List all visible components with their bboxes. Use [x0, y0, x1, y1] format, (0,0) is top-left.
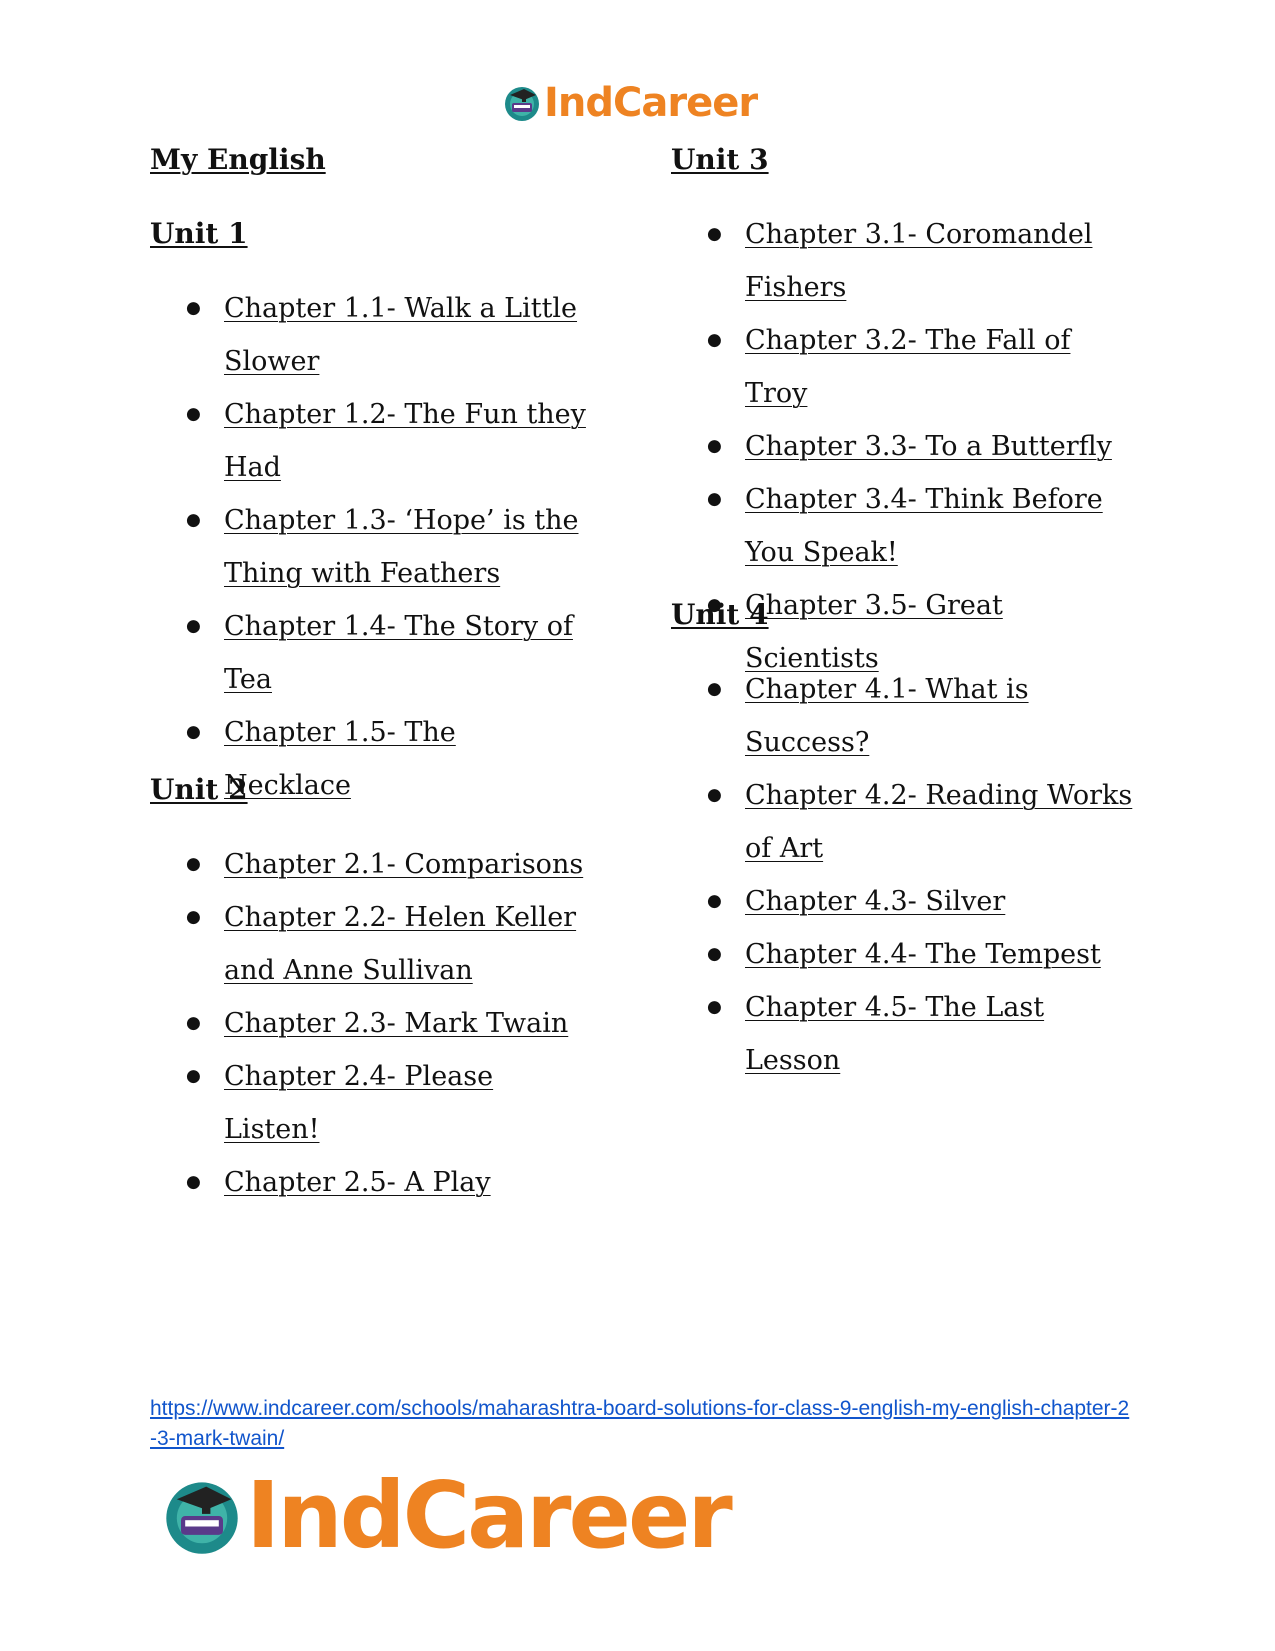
list-item — [671, 420, 1141, 473]
chapter-link[interactable]: Chapter 2.4- Please Listen! — [224, 1061, 494, 1145]
chapter-link[interactable]: Chapter 3.1- Coromandel Fishers — [745, 219, 1093, 303]
globe-graduate-icon — [502, 83, 542, 123]
list-item — [150, 600, 590, 706]
list-item — [150, 388, 590, 494]
chapter-link[interactable]: Chapter 2.5- A Play — [224, 1167, 491, 1198]
list-item — [150, 838, 590, 891]
chapter-link[interactable]: Chapter 3.4- Think Before You Speak! — [745, 484, 1103, 568]
list-item — [671, 663, 1141, 769]
unit-heading: Unit 2 — [150, 773, 248, 806]
list-item — [671, 208, 1141, 314]
unit-heading: Unit 4 — [671, 598, 769, 631]
list-item — [671, 769, 1141, 875]
source-url-link[interactable]: https://www.indcareer.com/schools/maharashtra-board-solutions-for-class-9-english-my-english-chapter-2-3-mark-twain/ — [150, 1397, 1130, 1450]
list-item — [150, 494, 590, 600]
chapter-link[interactable]: Chapter 1.4- The Story of Tea — [224, 611, 573, 695]
unit-1-chapter-list — [150, 282, 590, 812]
chapter-link[interactable]: Chapter 4.4- The Tempest — [745, 939, 1101, 970]
list-item — [671, 981, 1141, 1087]
globe-graduate-icon — [160, 1474, 244, 1558]
list-item — [671, 875, 1141, 928]
page-title: My English — [150, 143, 326, 176]
unit-heading: Unit 3 — [671, 143, 769, 176]
chapter-link[interactable]: Chapter 4.2- Reading Works of Art — [745, 780, 1133, 864]
list-item — [671, 473, 1141, 579]
chapter-link[interactable]: Chapter 2.2- Helen Keller and Anne Sullivan — [224, 902, 577, 986]
chapter-link[interactable]: Chapter 4.5- The Last Lesson — [745, 992, 1045, 1076]
chapter-link[interactable]: Chapter 2.1- Comparisons — [224, 849, 584, 880]
indcareer-logo-top — [502, 80, 757, 126]
unit-heading: Unit 1 — [150, 217, 248, 250]
list-item — [671, 314, 1141, 420]
unit-2-chapter-list — [150, 838, 590, 1209]
chapter-link[interactable]: Chapter 3.2- The Fall of Troy — [745, 325, 1071, 409]
chapter-link[interactable]: Chapter 1.1- Walk a Little Slower — [224, 293, 578, 377]
chapter-link[interactable]: Chapter 1.3- ‘Hope’ is the Thing with Feathers — [224, 505, 579, 589]
list-item — [150, 1050, 590, 1156]
chapter-link[interactable]: Chapter 1.5- The Necklace — [224, 717, 456, 801]
chapter-link[interactable]: Chapter 4.3- Silver — [745, 886, 1006, 917]
unit-4-chapter-list — [671, 663, 1141, 1087]
chapter-link[interactable]: Chapter 4.1- What is Success? — [745, 674, 1029, 758]
chapter-link[interactable]: Chapter 3.3- To a Butterfly — [745, 431, 1112, 462]
chapter-link[interactable]: Chapter 1.2- The Fun they Had — [224, 399, 586, 483]
list-item — [150, 1156, 590, 1209]
logo-wordmark: IndCareer — [246, 1462, 730, 1569]
list-item — [150, 891, 590, 997]
chapter-link[interactable]: Chapter 2.3- Mark Twain — [224, 1008, 569, 1039]
chapter-link[interactable]: Chapter 3.5- Great Scientists — [745, 590, 1003, 674]
list-item — [150, 997, 590, 1050]
logo-wordmark: IndCareer — [544, 80, 758, 126]
list-item — [671, 928, 1141, 981]
indcareer-logo-bottom — [160, 1462, 730, 1569]
list-item — [150, 282, 590, 388]
